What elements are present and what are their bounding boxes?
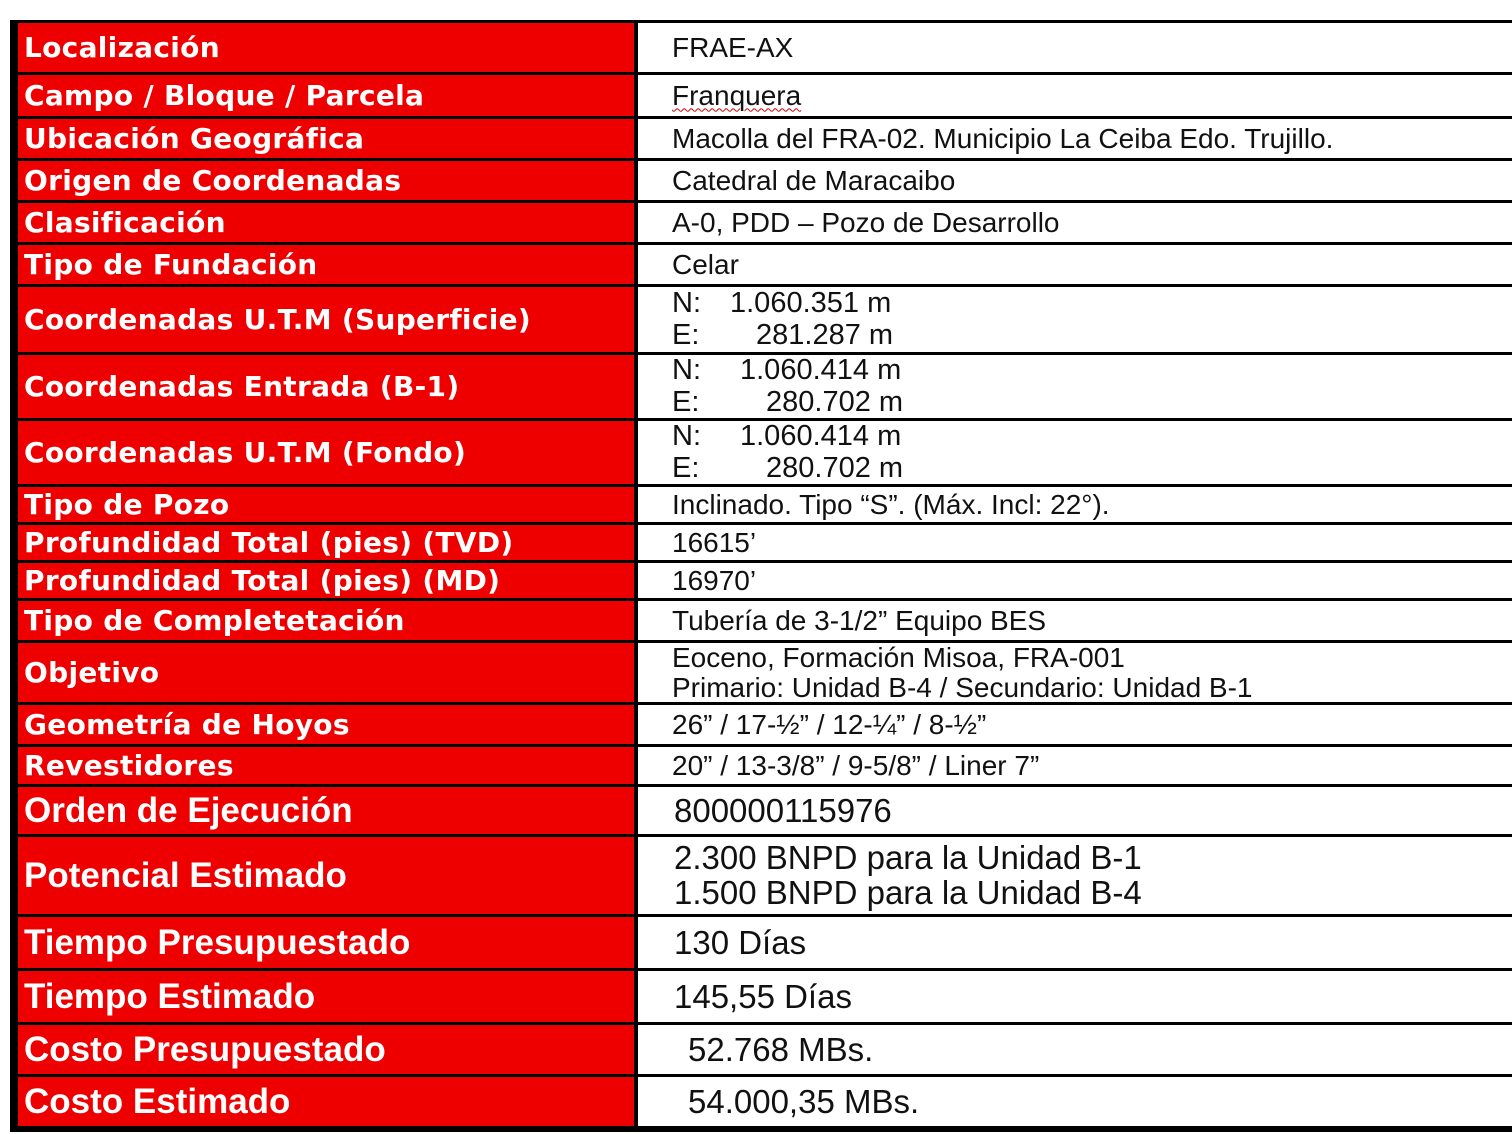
table-row xyxy=(18,286,1512,354)
objetivo-line-2: Primario: Unidad B-4 / Secundario: Unidad B-1 xyxy=(672,671,1253,703)
coord-n-key: N: xyxy=(672,287,701,320)
table-row xyxy=(18,118,1512,160)
row-label-tvd: Profundidad Total (pies) (TVD) xyxy=(18,524,636,562)
row-label-clasificacion: Clasificación xyxy=(18,202,636,244)
row-label-origen: Origen de Coordenadas xyxy=(18,160,636,202)
row-value-tipo-pozo: Inclinado. Tipo “S”. (Máx. Incl: 22°). xyxy=(636,486,1512,524)
coord-n-line xyxy=(672,421,1512,452)
row-value-geometria: 26” / 17-½” / 12-¼” / 8-½” xyxy=(636,704,1512,746)
row-value-coord-fondo xyxy=(636,420,1512,486)
coord-e-line xyxy=(672,453,1512,484)
row-label-fundacion: Tipo de Fundación xyxy=(18,244,636,286)
row-value-coord-superficie xyxy=(636,286,1512,354)
coord-n-line xyxy=(672,355,1512,386)
row-value-coord-entrada xyxy=(636,354,1512,420)
coord-e-line xyxy=(672,387,1512,418)
table-row xyxy=(18,524,1512,562)
row-label-coord-superficie: Coordenadas U.T.M (Superficie) xyxy=(18,286,636,354)
coord-n-line xyxy=(672,288,1512,319)
table-row xyxy=(18,836,1512,916)
row-value-costo-presupuestado: 52.768 MBs. xyxy=(636,1024,1512,1076)
well-data-table xyxy=(18,20,1512,1129)
row-label-tipo-pozo: Tipo de Pozo xyxy=(18,486,636,524)
row-value-origen: Catedral de Maracaibo xyxy=(636,160,1512,202)
table-row xyxy=(18,74,1512,118)
row-value-ubicacion: Macolla del FRA-02. Municipio La Ceiba Edo. Trujillo. xyxy=(636,118,1512,160)
objetivo-line-1: Eoceno, Formación Misoa, FRA-001 xyxy=(672,642,1125,674)
coord-e-value: 280.702 m xyxy=(766,385,904,418)
row-value-potencial xyxy=(636,836,1512,916)
coord-e-value: 281.287 m xyxy=(756,318,894,351)
row-value-campo-cell xyxy=(636,74,1512,118)
row-label-ubicacion: Ubicación Geográfica xyxy=(18,118,636,160)
row-value-clasificacion: A-0, PDD – Pozo de Desarrollo xyxy=(636,202,1512,244)
row-value-localizacion: FRAE-AX xyxy=(636,22,1512,74)
row-value-campo: Franquera xyxy=(672,79,802,111)
row-value-tiempo-presupuestado: 130 Días xyxy=(636,916,1512,970)
row-value-orden: 800000115976 xyxy=(636,786,1512,836)
potencial-line-1: 2.300 BNPD para la Unidad B-1 xyxy=(674,838,1142,876)
table-row xyxy=(18,746,1512,786)
table-row xyxy=(18,916,1512,970)
row-label-revestidores: Revestidores xyxy=(18,746,636,786)
row-label-costo-estimado: Costo Estimado xyxy=(18,1076,636,1128)
row-label-potencial: Potencial Estimado xyxy=(18,836,636,916)
potencial-line-2: 1.500 BNPD para la Unidad B-4 xyxy=(674,873,1142,911)
table-row xyxy=(18,642,1512,704)
coord-n-key: N: xyxy=(672,354,701,387)
row-label-tiempo-estimado: Tiempo Estimado xyxy=(18,970,636,1024)
row-label-campo: Campo / Bloque / Parcela xyxy=(18,74,636,118)
coord-e-key: E: xyxy=(672,451,700,484)
row-label-tiempo-presupuestado: Tiempo Presupuestado xyxy=(18,916,636,970)
table-row xyxy=(18,600,1512,642)
row-label-costo-presupuestado: Costo Presupuestado xyxy=(18,1024,636,1076)
table-row xyxy=(18,786,1512,836)
row-label-coord-fondo: Coordenadas U.T.M (Fondo) xyxy=(18,420,636,486)
table-row xyxy=(18,486,1512,524)
row-value-md: 16970’ xyxy=(636,562,1512,600)
row-label-coord-entrada: Coordenadas Entrada (B-1) xyxy=(18,354,636,420)
row-label-localizacion: Localización xyxy=(18,22,636,74)
table-row xyxy=(18,970,1512,1024)
table-row xyxy=(18,420,1512,486)
coord-e-key: E: xyxy=(672,385,700,418)
coord-e-key: E: xyxy=(672,318,700,351)
coord-e-value: 280.702 m xyxy=(766,451,904,484)
row-value-revestidores: 20” / 13-3/8” / 9-5/8” / Liner 7” xyxy=(636,746,1512,786)
table-row xyxy=(18,1076,1512,1128)
table-row xyxy=(18,22,1512,74)
row-label-md: Profundidad Total (pies) (MD) xyxy=(18,562,636,600)
table-row xyxy=(18,1024,1512,1076)
row-value-completacion: Tubería de 3-1/2” Equipo BES xyxy=(636,600,1512,642)
coord-n-value: 1.060.414 m xyxy=(740,354,902,387)
row-value-fundacion: Celar xyxy=(636,244,1512,286)
row-label-geometria: Geometría de Hoyos xyxy=(18,704,636,746)
row-label-completacion: Tipo de Completetación xyxy=(18,600,636,642)
row-value-costo-estimado: 54.000,35 MBs. xyxy=(636,1076,1512,1128)
well-data-sheet xyxy=(10,20,1512,1132)
table-row xyxy=(18,704,1512,746)
table-row xyxy=(18,562,1512,600)
coord-n-key: N: xyxy=(672,420,701,453)
row-value-objetivo xyxy=(636,642,1512,704)
row-value-tiempo-estimado: 145,55 Días xyxy=(636,970,1512,1024)
table-row xyxy=(18,160,1512,202)
row-label-objetivo: Objetivo xyxy=(18,642,636,704)
row-label-orden: Orden de Ejecución xyxy=(18,786,636,836)
row-value-tvd: 16615’ xyxy=(636,524,1512,562)
coord-n-value: 1.060.351 m xyxy=(730,287,892,320)
coord-e-line xyxy=(672,320,1512,351)
table-row xyxy=(18,202,1512,244)
table-row xyxy=(18,244,1512,286)
table-row xyxy=(18,354,1512,420)
coord-n-value: 1.060.414 m xyxy=(740,420,902,453)
